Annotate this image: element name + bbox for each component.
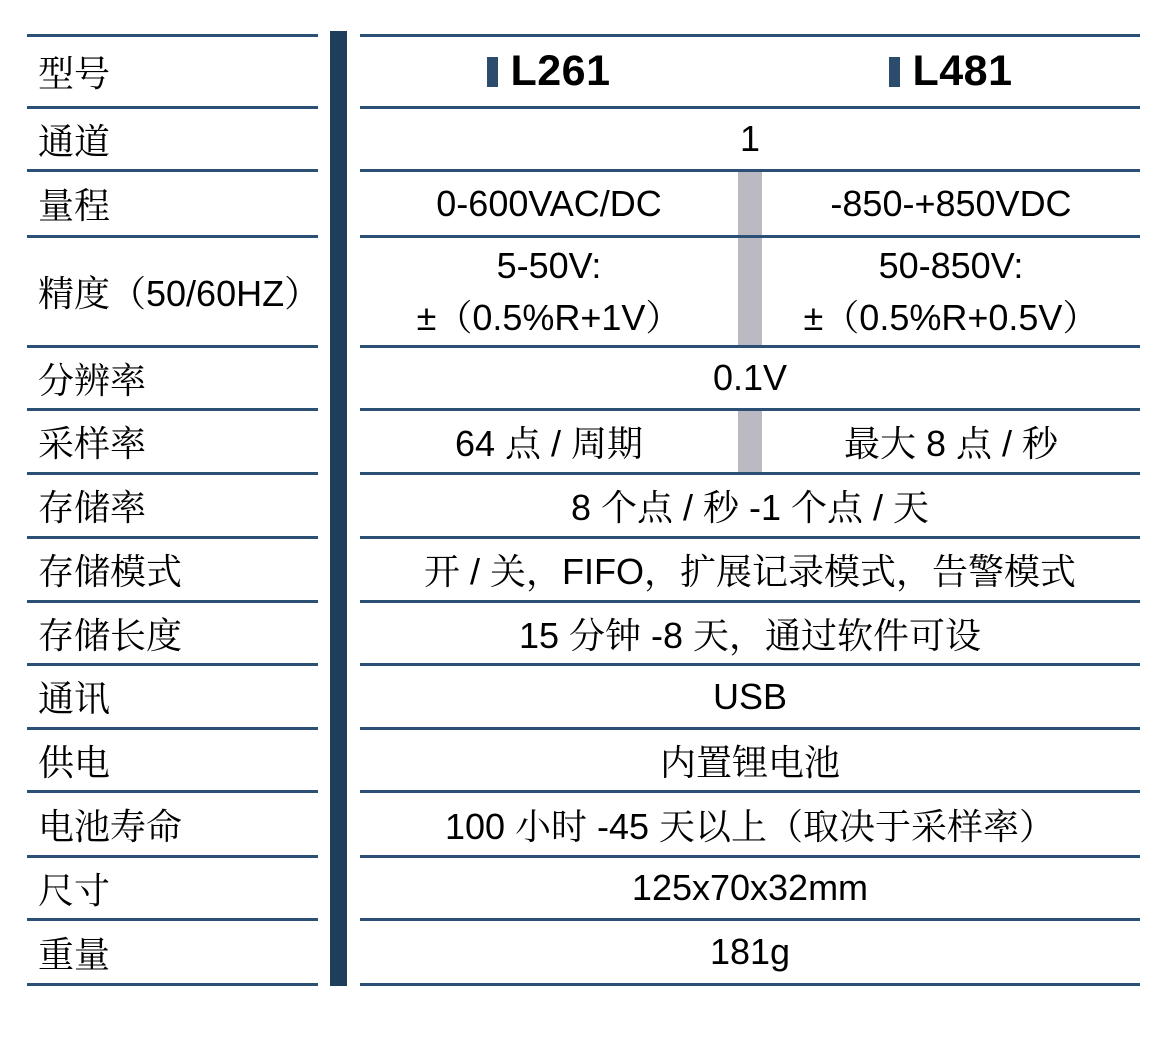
accuracy-range: 5-50V: [496,244,602,286]
row-label: 通道 [27,106,318,169]
row-value-right [762,240,1140,344]
model-l261 [487,47,610,96]
row-label: 存储率 [27,472,318,536]
row-label: 存储模式 [27,536,318,600]
table-row-dimensions [0,855,1172,918]
row-label: 分辨率 [27,345,318,408]
row-label: 存储长度 [27,600,318,663]
table-row-model [0,34,1172,106]
table-row-storage-mode [0,536,1172,600]
row-value: USB [360,663,1140,727]
row-value: 1 [360,106,1140,169]
accuracy-formula: ±（0.5%R+0.5V） [803,296,1099,338]
table-row-storage-length [0,600,1172,663]
table-row-power [0,727,1172,790]
spec-table [0,34,1172,983]
row-label: 型号 [27,34,318,106]
row-value: 0.1V [360,345,1140,408]
row-value-split [360,235,1140,345]
table-row-battery-life [0,790,1172,855]
row-value: 100 小时 -45 天以上（取决于采样率） [360,790,1140,855]
model-l481 [889,47,1012,96]
table-row-storage-rate [0,472,1172,536]
table-row-resolution [0,345,1172,408]
table-row-weight [0,918,1172,983]
row-label: 重量 [27,918,318,983]
row-value: 内置锂电池 [360,727,1140,790]
row-label: 通讯 [27,663,318,727]
row-value: 8 个点 / 秒 -1 个点 / 天 [360,472,1140,536]
square-bullet-icon [487,57,498,87]
table-row-accuracy [0,235,1172,345]
row-label: 量程 [27,169,318,235]
row-value-right: 最大 8 点 / 秒 [843,423,1059,464]
row-value: 开 / 关，FIFO，扩展记录模式，告警模式 [360,536,1140,600]
accuracy-right-stack [804,240,1099,344]
table-row-communication [0,663,1172,727]
row-label: 电池寿命 [27,790,318,855]
model-header-cell [360,34,1140,106]
row-label: 精度（50/60HZ） [27,235,318,345]
row-label: 供电 [27,727,318,790]
row-label: 采样率 [27,408,318,472]
accuracy-left-stack [417,240,682,344]
model-name: L261 [510,47,611,95]
table-row-sample-rate [0,408,1172,472]
table-row-range [0,169,1172,235]
row-value: 15 分钟 -8 天，通过软件可设 [360,600,1140,663]
row-value-left [360,240,738,344]
row-value-split [360,408,1140,472]
square-bullet-icon [889,57,900,87]
row-value: 125x70x32mm [360,855,1140,918]
row-value-split [360,169,1140,235]
model-name: L481 [912,47,1013,95]
model-cell-left [360,47,738,96]
model-cell-right [762,47,1140,96]
table-row-channels [0,106,1172,169]
accuracy-formula: ±（0.5%R+1V） [416,296,682,338]
row-value-left: 0-600VAC/DC [436,182,662,224]
row-value-right: -850-+850VDC [830,182,1072,224]
accuracy-range: 50-850V: [878,244,1024,286]
row-label: 尺寸 [27,855,318,918]
row-value: 181g [360,918,1140,983]
row-value-left: 64 点 / 周期 [454,423,644,464]
